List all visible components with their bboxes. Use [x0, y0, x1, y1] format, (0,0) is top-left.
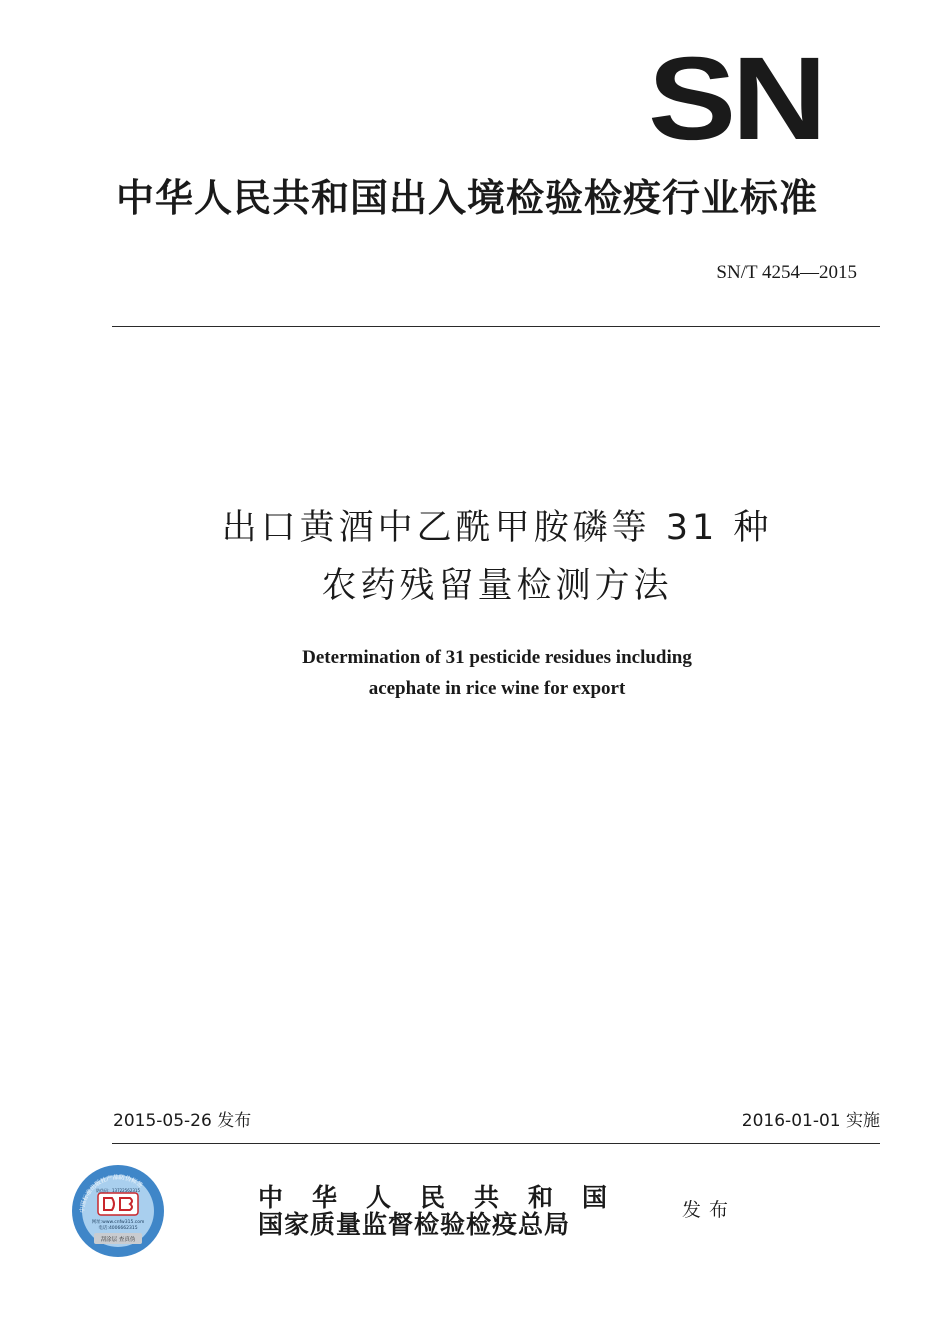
implementation-date: 2016-01-01 实施	[741, 1111, 880, 1131]
top-divider	[112, 326, 880, 327]
standard-code: SN/T 4254—2015	[716, 262, 857, 283]
chinese-title-line-2: 农药残留量检测方法	[321, 566, 673, 606]
english-title-line-1: Determination of 31 pesticide residues including	[302, 647, 692, 668]
anti-counterfeit-seal-icon	[70, 1163, 166, 1259]
sn-logo: SN	[648, 33, 823, 165]
publish-label: 发布	[682, 1199, 737, 1221]
issuer-line-2: 国家质量监督检验检疫总局	[258, 1210, 571, 1239]
seal-phone-text: 电话:4006662315	[98, 1226, 138, 1231]
seal-top-arc-text: 中国标准出版社产品防伪标签	[78, 1173, 144, 1214]
issuer-line-1: 中华人民共和国	[258, 1183, 637, 1212]
seal-site-text: 网址:www.cnfw315.com	[91, 1220, 145, 1225]
issue-date: 2015-05-26 发布	[113, 1111, 252, 1131]
seal-code-text: 防伪码：13722562315	[96, 1188, 140, 1193]
industry-standard-title: 中华人民共和国出入境检验检疫行业标准	[116, 176, 819, 220]
english-title-line-2: acephate in rice wine for export	[368, 678, 626, 699]
bottom-divider	[112, 1143, 880, 1144]
seal-scratch-text: 刮涂层 查真伪	[100, 1237, 136, 1243]
chinese-title-line-1: 出口黄酒中乙酰甲胺磷等 31 种	[221, 508, 773, 548]
